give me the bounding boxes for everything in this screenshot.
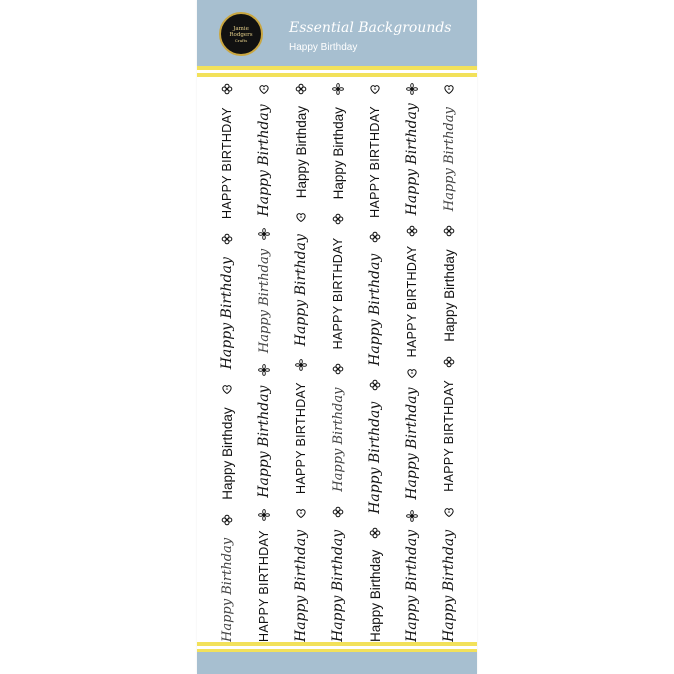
daisy-icon [258,363,270,375]
sentiment-strip-row [431,82,467,642]
sentiment-text: Happy Birthday [293,105,309,199]
sentiment-text: Happy Birthday [256,104,272,217]
brand-logo [219,12,263,56]
flower-icon [221,82,233,94]
flower-icon [332,212,344,224]
sentiment-text: Happy Birthday [293,234,309,347]
header-banner [197,0,477,66]
daisy-icon [258,227,270,239]
sentiment-text: Happy Birthday [404,103,420,216]
heart-swirl-icon [406,366,418,378]
daisy-icon [332,82,344,94]
flower-icon [443,355,455,367]
heart-swirl-icon [295,506,307,518]
sentiment-text: Happy Birthday [330,107,346,200]
sentiment-strip-5 [357,82,393,642]
sentiment-strip-row [209,82,245,642]
flower-icon [369,230,381,242]
flower-icon [369,526,381,538]
footer-banner [197,652,477,674]
sentiment-text: Happy Birthday [330,529,346,642]
sentiment-text: Happy Birthday [367,253,383,366]
sentiment-strip-4 [320,82,356,642]
heart-swirl-icon [443,82,455,94]
flower-icon [406,224,418,236]
flower-icon [332,362,344,374]
sentiment-text: Happy Birthday [330,387,346,492]
flower-icon [369,378,381,390]
sentiment-strip-1 [209,82,245,642]
sentiment-strip-row [357,82,393,642]
heart-swirl-icon [295,210,307,222]
heart-swirl-icon [443,505,455,517]
sentiment-text: HAPPY BIRTHDAY [294,382,308,494]
sentiment-text: Happy Birthday [404,387,420,500]
product-card [197,0,477,674]
flower-icon [332,505,344,517]
sentiment-text: HAPPY BIRTHDAY [331,237,345,350]
sentiment-text: Happy Birthday [256,248,272,354]
sentiment-strip-2 [246,82,282,642]
sentiment-text: Happy Birthday [441,249,457,342]
sentiment-text: Happy Birthday [441,529,457,642]
sentiment-strip-7 [431,82,467,642]
flower-icon [221,232,233,244]
sentiment-text: Happy Birthday [293,529,309,642]
sentiment-text: Happy Birthday [219,407,235,500]
sentiment-strip-row [394,82,430,642]
sentiment-text: Happy Birthday [367,401,383,514]
sentiment-text: Happy Birthday [219,257,235,370]
sentiment-text: Happy Birthday [404,529,420,642]
flower-icon [295,82,307,94]
daisy-icon [406,82,418,94]
sentiment-text: HAPPY BIRTHDAY [405,245,419,358]
sentiment-strip-3 [283,82,319,642]
flower-icon [443,224,455,236]
sentiment-strip-row [320,82,356,642]
daisy-icon [295,358,307,370]
sentiment-text: HAPPY BIRTHDAY [442,379,456,492]
sentiment-text: HAPPY BIRTHDAY [368,105,382,218]
sentiment-strip-row [283,82,319,642]
sentiment-text: HAPPY BIRTHDAY [257,530,271,642]
flower-icon [221,513,233,525]
product-subtitle: Happy Birthday [289,42,358,53]
heart-swirl-icon [258,82,270,94]
sentiment-strip-row [246,82,282,642]
daisy-icon [406,509,418,521]
heart-swirl-icon [221,382,233,394]
brand-line2: Crafts [234,37,248,43]
daisy-icon [258,508,270,520]
brand-line1: Jamie Rodgers [229,25,253,38]
yellow-stripe-top-2 [197,73,477,77]
sentiment-text: HAPPY BIRTHDAY [220,107,234,219]
sentiment-text: Happy Birthday [219,537,235,642]
heart-swirl-icon [369,82,381,94]
product-title: Essential Backgrounds [289,20,452,36]
sentiment-text: Happy Birthday [441,107,457,212]
sentiment-text: Happy Birthday [256,385,272,498]
sentiment-text: Happy Birthday [367,549,383,642]
sentiment-strip-6 [394,82,430,642]
